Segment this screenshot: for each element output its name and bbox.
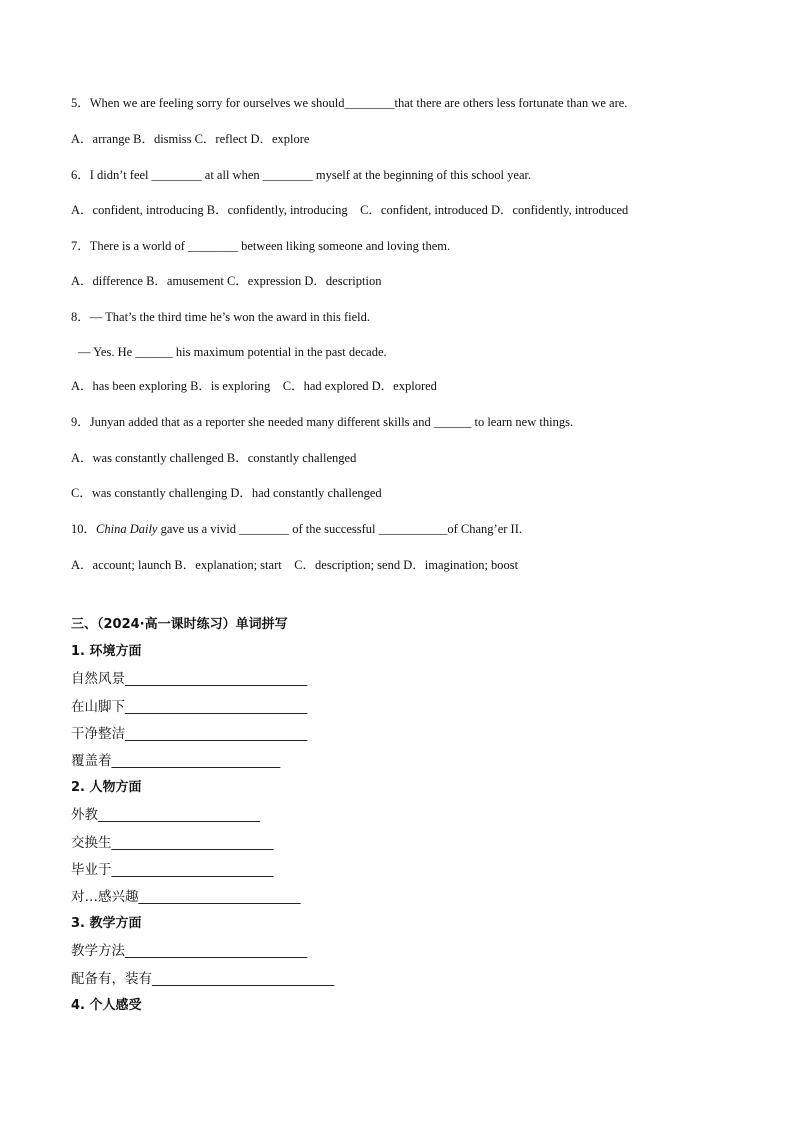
question-9-options-cd: C．was constantly challenging D．had constantly challenged	[71, 486, 382, 500]
vocab-item: 自然风景___________________________	[71, 671, 308, 687]
question-6-stem: 6．I didn’t feel ________ at all when ________ myself at the beginning of this school year.	[71, 168, 532, 182]
question-6-options: A．confident, introducing B．confidently, introducing C．confident, introduced D．confidently, introduced	[71, 203, 629, 217]
vocab-item: 毕业于________________________	[71, 862, 274, 878]
question-10-options: A．account; launch B．explanation; start C．description; send D．imagination; boost	[71, 558, 519, 572]
vocab-item: 干净整洁___________________________	[71, 726, 308, 742]
question-9-options-ab: A．was constantly challenged B．constantly challenged	[71, 451, 357, 465]
question-7-options: A．difference B．amusement C．expression D．description	[71, 274, 382, 288]
vocab-item: 配备有，装有___________________________	[71, 971, 335, 987]
vocab-item: 对…感兴趣________________________	[71, 889, 301, 905]
vocab-item: 在山脚下___________________________	[71, 699, 308, 715]
vocab-item: 外教________________________	[71, 807, 260, 823]
group-1-heading: 1. 环境方面	[71, 644, 142, 659]
vocab-item: 教学方法___________________________	[71, 943, 308, 959]
question-10-text: gave us a vivid ________ of the successful ___________of Chang’er II.	[157, 522, 522, 536]
question-5-stem: 5．When we are feeling sorry for ourselves we should________that there are others less fortunate than we are.	[71, 96, 628, 110]
section-3-title: 三、（2024·高一课时练习）单词拼写	[71, 617, 288, 632]
question-8-reply: — Yes. He ______ his maximum potential in the past decade.	[78, 345, 387, 359]
vocab-item: 交换生________________________	[71, 835, 274, 851]
question-9-stem: 9．Junyan added that as a reporter she needed many different skills and ______ to learn new things.	[71, 415, 574, 429]
question-5-options: A．arrange B．dismiss C．reflect D．explore	[71, 132, 310, 146]
question-8-options: A．has been exploring B．is exploring C．had explored D．explored	[71, 379, 437, 393]
group-4-heading: 4. 个人感受	[71, 998, 142, 1013]
question-10-stem	[71, 521, 522, 537]
group-2-heading: 2. 人物方面	[71, 780, 142, 795]
vocab-item: 覆盖着_________________________	[71, 753, 281, 769]
question-10-number: 10．	[71, 522, 97, 536]
group-3-heading: 3. 教学方面	[71, 916, 142, 931]
question-7-stem: 7．There is a world of ________ between liking someone and loving them.	[71, 239, 451, 253]
question-10-italic-title: China Daily	[96, 522, 158, 536]
question-8-stem: 8．— That’s the third time he’s won the award in this field.	[71, 310, 371, 324]
